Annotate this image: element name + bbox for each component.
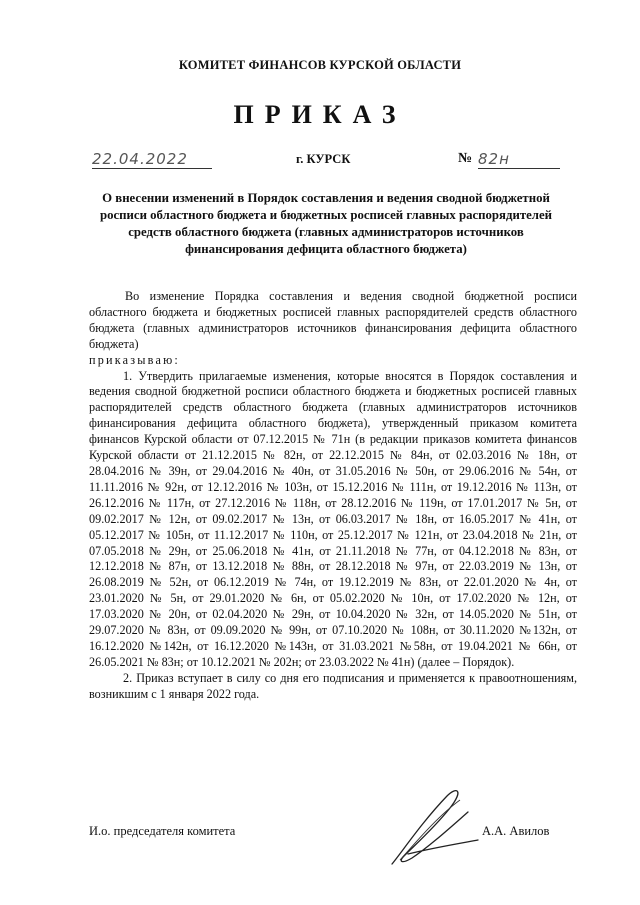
order-body: [89, 289, 577, 703]
order-number: 82н: [478, 150, 560, 169]
order-meta-row: [0, 150, 640, 172]
order-number-label: №: [458, 151, 473, 166]
order-date: 22.04.2022: [92, 150, 212, 169]
point-2-paragraph: 2. Приказ вступает в силу со дня его подписания и применяется к правоотношениям, возникшим с 1 января 2022 года.: [89, 670, 577, 701]
signature-block: [0, 824, 640, 848]
order-city: г. КУРСК: [296, 152, 351, 166]
committee-name: КОМИТЕТ ФИНАНСОВ КУРСКОЙ ОБЛАСТИ: [178, 58, 462, 72]
order-subject: О внесении изменений в Порядок составления и ведения сводной бюджетной росписи областного бюджета и бюджетных росписей главных распорядителей средств областного бюджета (главных администраторов источников финансирования дефицита областного бюджета): [99, 191, 553, 256]
signer-name: А.А. Авилов: [482, 824, 550, 838]
intro-paragraph: Во изменение Порядка составления и ведения сводной бюджетной росписи областного бюджета и бюджетных росписей главных распорядителей средств областного бюджета (главных администраторов источников финансирования дефицита областного бюджета): [89, 289, 577, 351]
directive-word: приказываю:: [89, 352, 180, 367]
order-title: ПРИКАЗ: [233, 100, 407, 129]
point-1-paragraph: 1. Утвердить прилагаемые изменения, которые вносятся в Порядок составления и ведения сводной бюджетной росписи областного бюджета и бюджетных росписей главных распорядителей средств областного бюджета (главных администраторов источников финансирования дефицита областного бюджета), утвержденный приказом комитета финансов Курской области от 07.12.2015 № 71н (в редакции приказов комитета финансов Курской области от 21.12.2015 № 82н, от 22.12.2015 № 84н, от 02.03.2016 № 18н, от 28.04.2016 № 39н, от 29.04.2016 № 40н, от 31.05.2016 № 50н, от 29.06.2016 № 54н, от 11.11.2016 № 92н, от 12.12.2016 № 103н, от 15.12.2016 № 111н, от 19.12.2016 № 113н, от 26.12.2016 № 117н, от 27.12.2016 № 118н, от 28.12.2016 № 119н, от 17.01.2017 № 5н, от 09.02.2017 № 12н, от 09.02.2017 № 13н, от 06.03.2017 № 18н, от 16.05.2017 № 41н, от 05.12.2017 № 105н, от 11.12.2017 № 110н, от 25.12.2017 № 121н, от 23.04.2018 № 21н, от 07.05.2018 № 29н, от 25.06.2018 № 41н, от 21.11.2018 № 77н, от 04.12.2018 № 83н, от 12.12.2018 № 87н, от 13.12.2018 № 88н, от 28.12.2018 № 97н, от 22.03.2019 № 13н, от 26.08.2019 № 52н, от 06.12.2019 № 74н, от 19.12.2019 № 83н, от 22.01.2020 № 4н, от 23.01.2020 № 5н, от 29.01.2020 № 6н, от 05.02.2020 № 10н, от 17.02.2020 № 12н, от 17.03.2020 № 20н, от 02.04.2020 № 29н, от 10.04.2020 № 32н, от 14.05.2020 № 51н, от 29.07.2020 № 83н, от 09.09.2020 № 99н, от 07.10.2020 № 108н, от 30.11.2020 №132н, от 16.12.2020 №142н, от 16.12.2020 №143н, от 31.03.2021 №58н, от 19.04.2021 № 66н, от 26.05.2021 № 83н; от 10.12.2021 № 202н; от 23.03.2022 № 41н) (далее – Порядок).: [89, 368, 577, 669]
signer-title: И.о. председателя комитета: [89, 824, 236, 838]
